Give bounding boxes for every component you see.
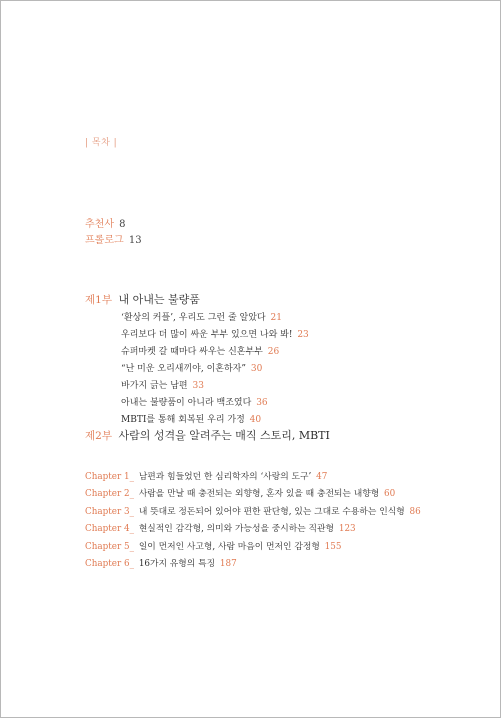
chapter-title: 16가지 유형의 특징 — [138, 559, 216, 570]
part-title: 내 아내는 불량품 — [118, 293, 200, 306]
part-title: 사람의 성격을 알려주는 매직 스토리, MBTI — [118, 429, 330, 442]
chapter-item[interactable] — [85, 539, 421, 556]
front-matter-list — [85, 217, 142, 249]
chapter-item[interactable] — [85, 469, 421, 486]
section-title: 바가지 긁는 남편 — [121, 381, 188, 391]
front-item-foreword[interactable] — [85, 217, 142, 233]
chapter-item[interactable] — [85, 504, 421, 521]
part-label: 제2부 — [85, 430, 112, 442]
toc-heading: | 목차 | — [85, 138, 118, 148]
chapter-label: Chapter 3_ — [85, 506, 135, 517]
section-item[interactable] — [121, 412, 309, 429]
chapter-label: Chapter 4_ — [85, 524, 135, 535]
section-page: 36 — [256, 398, 268, 408]
chapter-label: Chapter 6_ — [85, 559, 135, 570]
chapter-page: 123 — [338, 524, 356, 535]
chapter-page: 60 — [384, 489, 396, 500]
section-page: 21 — [270, 313, 282, 323]
chapter-item[interactable] — [85, 556, 421, 573]
chapter-item[interactable] — [85, 521, 421, 538]
section-item[interactable] — [121, 395, 309, 412]
part-label: 제1부 — [85, 294, 112, 306]
section-title: “난 미운 오리새끼야, 이혼하자” — [121, 364, 246, 374]
chapter-title: 현실적인 감각형, 의미와 가능성을 중시하는 직관형 — [138, 524, 335, 535]
chapter-page: 86 — [409, 506, 421, 517]
part-2-chapter-list — [85, 469, 421, 573]
chapter-page: 47 — [316, 472, 328, 482]
chapter-page: 155 — [324, 541, 342, 552]
section-title: 슈퍼마켓 갈 때마다 싸우는 신혼부부 — [121, 347, 263, 357]
part-2-heading[interactable] — [85, 428, 330, 444]
section-item[interactable] — [121, 344, 309, 361]
front-item-prologue[interactable] — [85, 233, 142, 249]
section-title: 우리보다 더 많이 싸운 부부 있으면 나와 봐! — [121, 330, 293, 340]
chapter-title: 남편과 힘들었던 한 심리학자의 ‘사랑의 도구’ — [138, 472, 312, 482]
section-page: 33 — [192, 381, 204, 391]
front-item-page: 8 — [119, 219, 126, 230]
front-item-title: 프롤로그 — [85, 235, 124, 246]
part-1-heading[interactable] — [85, 292, 200, 308]
chapter-item[interactable] — [85, 486, 421, 503]
section-title: 아내는 불량품이 아니라 백조였다 — [121, 398, 252, 408]
section-item[interactable] — [121, 361, 309, 378]
section-title: MBTI를 통해 회복된 우리 가정 — [121, 415, 245, 425]
front-item-title: 추천사 — [85, 219, 114, 230]
chapter-label: Chapter 5_ — [85, 541, 135, 552]
chapter-page: 187 — [219, 559, 237, 570]
section-page: 40 — [249, 415, 262, 425]
section-item[interactable] — [121, 378, 309, 395]
chapter-label: Chapter 1_ — [85, 472, 135, 482]
front-item-page: 13 — [128, 235, 142, 246]
section-page: 30 — [250, 364, 263, 374]
chapter-title: 내 뜻대로 정돈되어 있어야 편한 판단형, 있는 그대로 수용하는 인식형 — [138, 506, 405, 517]
part-1-section-list — [121, 310, 309, 429]
chapter-label: Chapter 2_ — [85, 489, 135, 500]
section-item[interactable] — [121, 327, 309, 344]
section-title: ‘환상의 커플’, 우리도 그런 줄 알았다 — [121, 313, 266, 323]
section-item[interactable] — [121, 310, 309, 327]
section-page: 26 — [267, 347, 280, 357]
chapter-title: 사람을 만날 때 충전되는 외향형, 혼자 있을 때 충전되는 내향형 — [138, 489, 380, 500]
section-page: 23 — [297, 330, 309, 340]
chapter-title: 일이 먼저인 사고형, 사람 마음이 먼저인 감정형 — [138, 541, 320, 552]
